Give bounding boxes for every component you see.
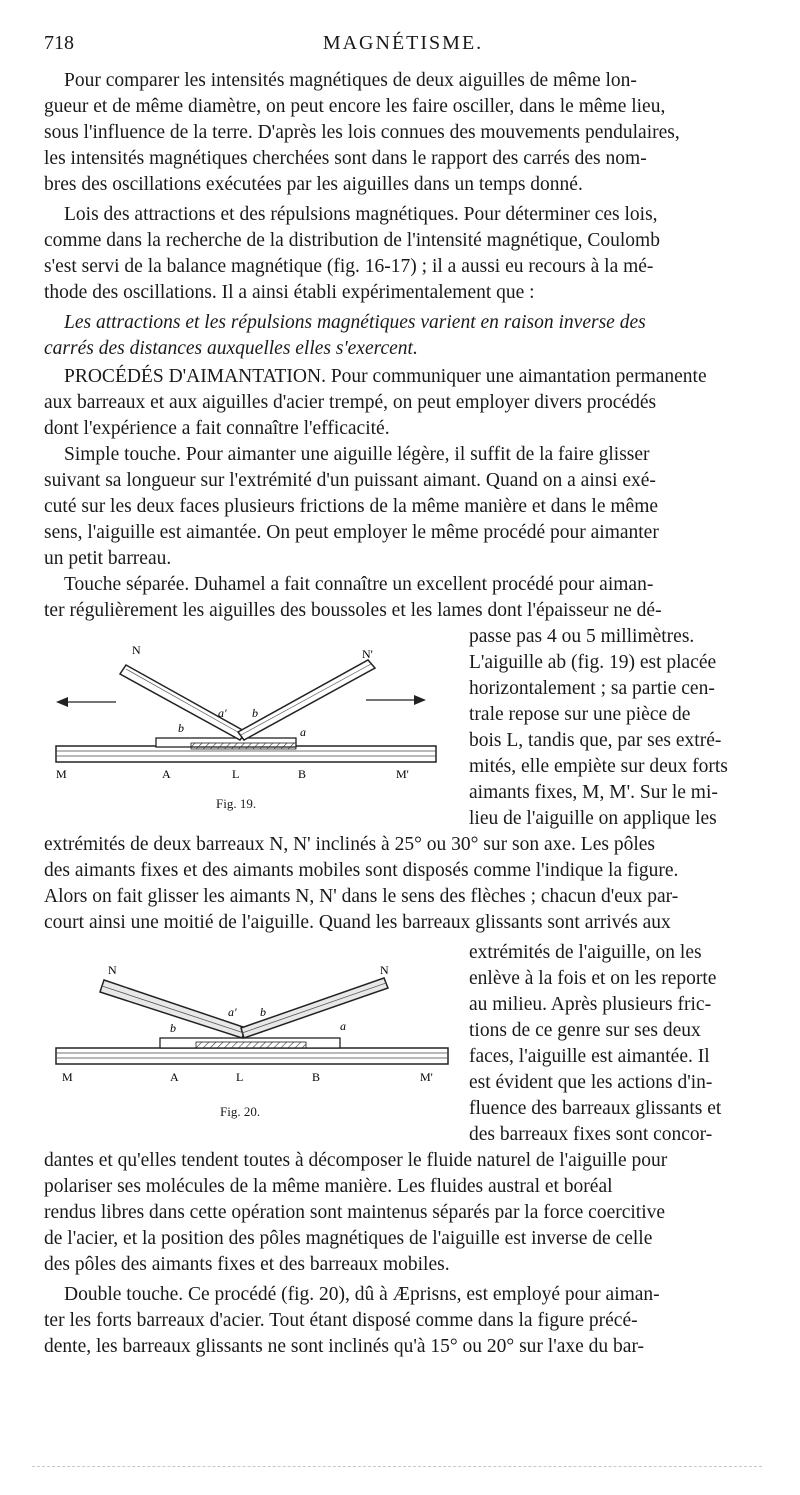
text-line: Pour comparer les intensités magnétiques de deux aiguilles de même lon- [64, 70, 637, 91]
label-b-left: b [170, 1021, 176, 1035]
text-line: trale repose sur une pièce de [469, 704, 691, 725]
text-line: fluence des barreaux glissants et [469, 1098, 722, 1119]
text-line: horizontalement ; sa partie cen- [469, 678, 715, 699]
text-line: lieu de l'aiguille on applique les [469, 808, 717, 829]
text-line: aimants fixes, M, M'. Sur le mi- [469, 782, 718, 803]
label-n-right: N [380, 963, 389, 977]
text-line: L'aiguille ab (fig. 19) est placée [469, 652, 717, 673]
text-line: cuté sur les deux faces plusieurs frictions de la même manière et dans le même [44, 496, 659, 517]
page-number: 718 [44, 32, 74, 54]
label-m: M [62, 1070, 73, 1084]
text-line: carrés des distances auxquelles elles s'exercent. [44, 338, 418, 359]
text-line: Alors on fait glisser les aimants N, N' dans le sens des flèches ; chacun d'eux par- [44, 886, 679, 907]
text-line: tions de ce genre sur ses deux [469, 1020, 701, 1041]
text-line: dont l'expérience a fait connaître l'efficacité. [44, 418, 390, 439]
footer-divider [32, 1466, 762, 1467]
text-line: aux barreaux et aux aiguilles d'acier trempé, on peut employer divers procédés [44, 392, 657, 413]
text-line: Les attractions et les répulsions magnétiques varient en raison inverse des [64, 312, 646, 333]
text-line: Double touche. Ce procédé (fig. 20), dû à Æprisns, est employé pour aiman- [64, 1284, 660, 1305]
label-b-point: B [312, 1070, 321, 1084]
figure-19-magnetization-diagram [36, 640, 456, 790]
text-line: bres des oscillations exécutées par les aiguilles dans un temps donné. [44, 174, 583, 195]
text-line: dente, les barreaux glissants ne sont inclinés qu'à 15° ou 20° sur l'axe du bar- [44, 1336, 645, 1357]
text-line: polariser ses molécules de la même manière. Les fluides austral et boréal [44, 1176, 613, 1197]
text-line: gueur et de même diamètre, on peut encore les faire osciller, dans le même lieu, [44, 96, 666, 117]
text-line: court ainsi une moitié de l'aiguille. Quand les barreaux glissants sont arrivés aux [44, 912, 671, 933]
text-line: thode des oscillations. Il a ainsi établi expérimentalement que : [44, 282, 535, 303]
text-line: ter les forts barreaux d'acier. Tout étant disposé comme dans la figure précé- [44, 1310, 638, 1331]
figure-20-caption: Fig. 20. [220, 1104, 261, 1119]
text-line: enlève à la fois et on les reporte [469, 968, 717, 989]
text-line: un petit barreau. [44, 548, 172, 569]
text-line: les intensités magnétiques cherchées sont dans le rapport des carrés des nom- [44, 148, 647, 169]
label-n: N [132, 643, 141, 657]
text-line: sous l'influence de la terre. D'après les lois connues des mouvements pendulaires, [44, 122, 680, 143]
text-line: s'est servi de la balance magnétique (fig. 16-17) ; il a aussi eu recours à la mé- [44, 256, 654, 277]
figure-19-caption: Fig. 19. [216, 796, 257, 811]
label-a: a [300, 725, 306, 739]
text-line: des aimants fixes et des aimants mobiles sont disposés comme l'indique la figure. [44, 860, 679, 881]
label-n-prime: N' [362, 647, 373, 661]
text-line: comme dans la recherche de la distribution de l'intensité magnétique, Coulomb [44, 230, 660, 251]
label-l: L [232, 767, 240, 781]
text-line: suivant sa longueur sur l'extrémité d'un puissant aimant. Quand on a ainsi exé- [44, 470, 656, 491]
label-m: M [56, 767, 67, 781]
text-line: est évident que les actions d'in- [469, 1072, 713, 1093]
text-line: Lois des attractions et des répulsions magnétiques. Pour déterminer ces lois, [64, 204, 658, 225]
text-line: de l'acier, et la position des pôles magnétiques de l'aiguille est inverse de celle [44, 1228, 653, 1249]
text-line: extrémités de deux barreaux N, N' inclinés à 25° ou 30° sur son axe. Les pôles [44, 834, 655, 855]
text-line: bois L, tandis que, par ses extré- [469, 730, 722, 751]
text-line: faces, l'aiguille est aimantée. Il [469, 1046, 710, 1067]
label-b: b [252, 706, 258, 720]
label-a-point: A [170, 1070, 179, 1084]
label-a-point: A [162, 767, 171, 781]
text-line: Simple touche. Pour aimanter une aiguille légère, il suffit de la faire glisser [64, 444, 650, 465]
text-line: extrémités de l'aiguille, on les [469, 942, 702, 963]
label-a-prime: a' [218, 706, 227, 720]
text-line: rendus libres dans cette opération sont maintenus séparés par la force coercitive [44, 1202, 666, 1223]
text-line: des barreaux fixes sont concor- [469, 1124, 713, 1145]
label-n-left: N [108, 963, 117, 977]
label-b-point: B [298, 767, 307, 781]
text-line: des pôles des aimants fixes et des barreaux mobiles. [44, 1254, 450, 1275]
label-b: b [260, 1005, 266, 1019]
text-line: PROCÉDÉS D'AIMANTATION. Pour communiquer une aimantation permanente [64, 366, 707, 387]
text-line: sens, l'aiguille est aimantée. On peut employer le même procédé pour aimanter [44, 522, 659, 543]
running-title: MAGNÉTISME. [322, 32, 484, 54]
figure-20-magnetization-diagram [36, 960, 456, 1100]
text-line: au milieu. Après plusieurs fric- [469, 994, 712, 1015]
label-a-prime: a' [228, 1005, 237, 1019]
label-a: a [340, 1019, 346, 1033]
text-line: dantes et qu'elles tendent toutes à décomposer le fluide naturel de l'aiguille pour [44, 1150, 668, 1171]
text-line: passe pas 4 ou 5 millimètres. [469, 626, 695, 647]
label-l: L [236, 1070, 244, 1084]
label-b-left: b [178, 721, 184, 735]
label-m-prime: M' [396, 767, 409, 781]
text-line: mités, elle empiète sur deux forts [469, 756, 728, 777]
text-line: Touche séparée. Duhamel a fait connaître un excellent procédé pour aiman- [64, 574, 654, 595]
text-line: ter régulièrement les aiguilles des boussoles et les lames dont l'épaisseur ne dé- [44, 600, 662, 621]
running-header [44, 32, 762, 58]
label-m-prime: M' [420, 1070, 433, 1084]
